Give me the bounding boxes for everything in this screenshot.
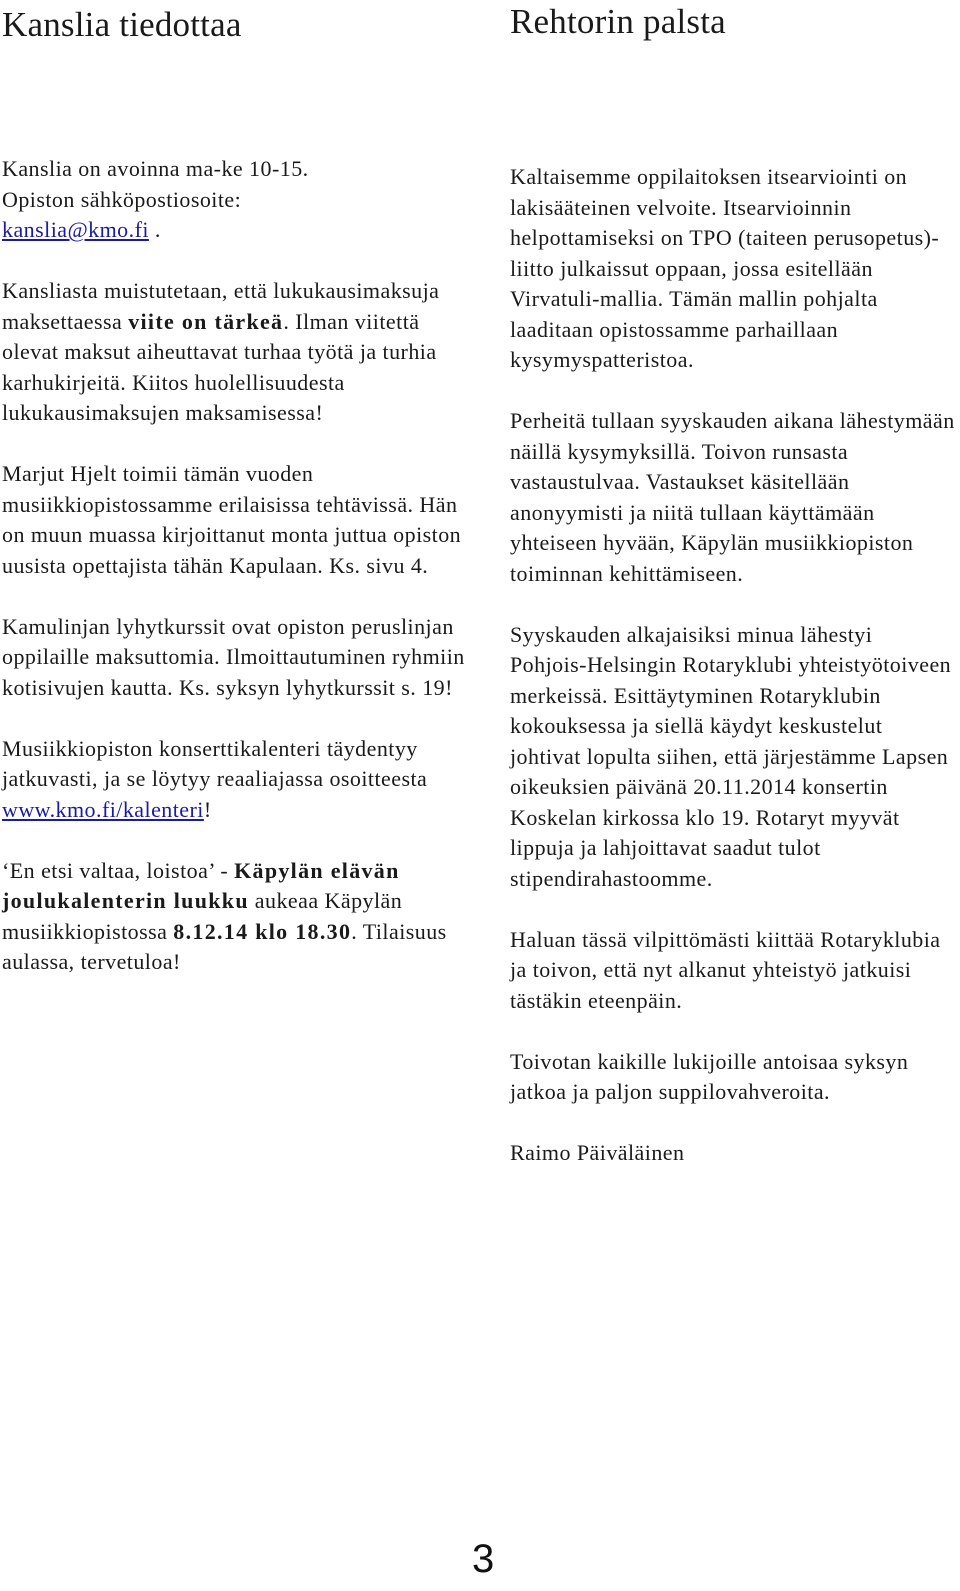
advent-mid: aukeaa Käpylän musiikkiopistossa [2,888,403,944]
advent-quote: ‘En etsi valtaa, loistoa’ - [2,857,235,883]
calendar-paragraph [2,734,472,826]
rehtori-heading: Rehtorin palsta [510,2,726,41]
calendar-link[interactable]: www.kmo.fi/kalenteri [2,796,204,822]
marjut-paragraph: Marjut Hjelt toimii tämän vuoden musiikkiopistossamme erilaisissa tehtävissä. Hän on muun muassa kirjoittanut monta juttua opiston uusista opettajista tähän Kapulaan. Ks. sivu 4. [2,461,462,578]
email-link[interactable]: kanslia@kmo.fi [2,217,149,242]
email-trailing: . [148,217,161,242]
advent-paragraph [2,856,472,978]
kamulinja-paragraph: Kamulinjan lyhytkurssit ovat opiston peruslinjan oppilaille maksuttomia. Ilmoittautuminen ryhmiin kotisivujen kautta. Ks. syksyn lyhytkurssit s. 19! [2,613,465,700]
wishes-paragraph: Toivotan kaikille lukijoille antoisaa syksyn jatkoa ja paljon suppilovahveroita. [510,1048,909,1104]
rotary-paragraph: Syyskauden alkajaisiksi minua lähestyi Pohjois-Helsingin Rotaryklubi yhteistyötoiveen merkeissä. Esittäytyminen Rotaryklubin kokouksessa ja siellä käydyt keskustelut johtivat lopulta siihen, että järjestämme Lapsen oikeuksien päivänä 20.11.2014 konsertin Koskelan kirkossa klo 19. Rotaryt myyvät lippuja ja lahjoittavat saadut tulot stipendirahastoomme. [510,621,952,891]
advent-bold-title: Käpylän elävän joulukalenterin luukku [2,857,400,913]
rehtori-content [510,162,955,1199]
calendar-text: Musiikkiopiston konserttikalenteri täydentyy jatkuvasti, ja se löytyy reaaliajassa osoitteesta [2,735,428,791]
column-rehtori [510,0,955,1165]
advent-bold-date: 8.12.14 klo 18.30 [173,918,352,944]
families-paragraph: Perheitä tullaan syyskauden aikana lähestymään näillä kysymyksillä. Toivon runsasta vastaustulvaa. Vastaukset käsitellään anonyymisti ja niitä tullaan käyttämään yhteiseen hyvään, Käpylän musiikkiopiston toiminnan kehittämiseen. [510,408,955,586]
fee-reminder-paragraph [2,276,472,429]
office-hours-line: Kanslia on avoinna ma-ke 10-15. [2,156,309,181]
fee-reminder-bold: viite on tärkeä [128,308,284,334]
calendar-trailing: ! [203,796,212,822]
kanslia-heading: Kanslia tiedottaa [2,5,242,44]
thanks-paragraph: Haluan tässä vilpittömästi kiittää Rotaryklubia ja toivon, että nyt alkanut yhteistyö jatkuisi tästäkin eteenpäin. [510,926,941,1013]
advent-rest: . Tilaisuus aulassa, tervetuloa! [2,918,447,974]
kanslia-content [2,154,472,1008]
office-hours-paragraph [2,154,472,246]
signature: Raimo Päiväläinen [510,1140,685,1165]
self-assessment-paragraph: Kaltaisemme oppilaitoksen itsearviointi on lakisääteinen velvoite. Itsearvioinnin helpottamiseksi on TPO (taiteen perusopetus)- liitto julkaissut oppaan, jossa esitellään Virvatuli-mallia. Tämän mallin pohjalta laaditaan opistossamme parhaillaan kysymyspatteristoa. [510,164,940,372]
fee-reminder-rest: . Ilman viitettä olevat maksut aiheuttavat turhaa työtä ja turhia karhukirjeitä. Kiitos huolellisuudesta lukukausimaksujen maksamisessa! [2,308,437,425]
email-label: Opiston sähköpostiosoite: [2,186,242,212]
column-kanslia [2,0,472,974]
page-number: 3 [472,1537,495,1581]
fee-reminder-text: Kansliasta muistutetaan, että lukukausimaksuja maksettaessa [2,278,440,334]
